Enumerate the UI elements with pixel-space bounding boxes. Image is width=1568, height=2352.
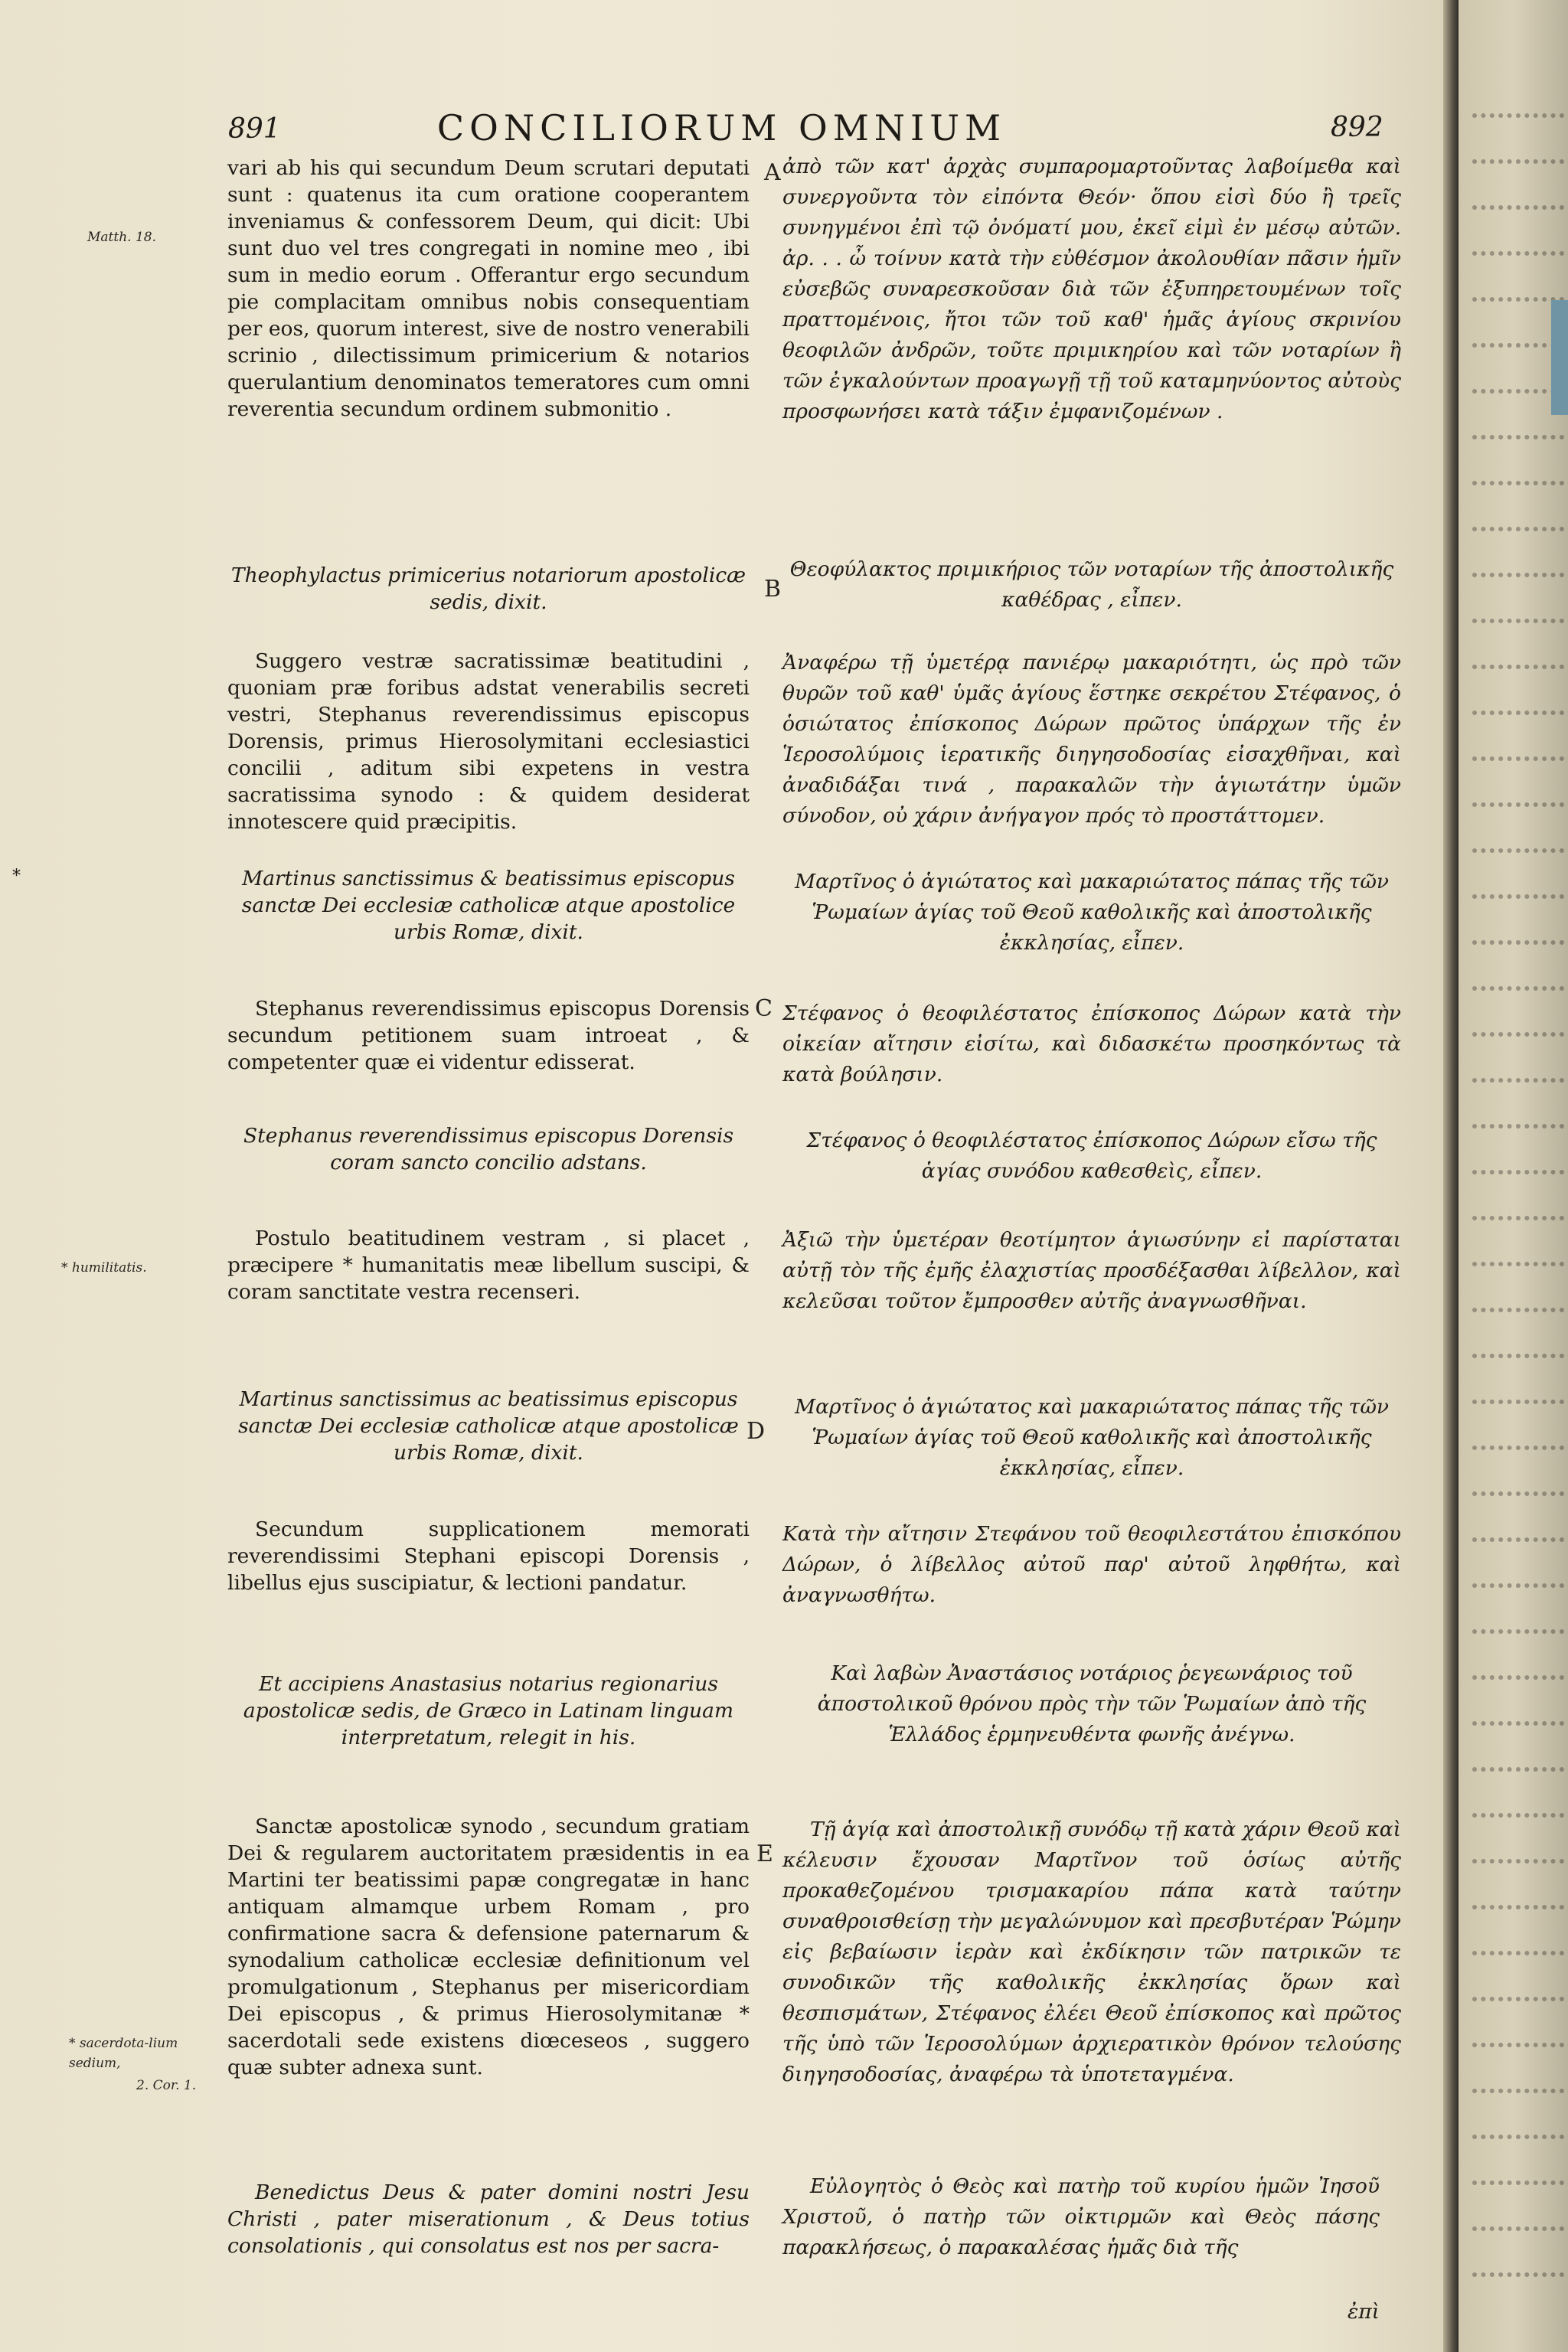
greek-paragraph: Τῇ ἁγίᾳ καὶ ἀποστολικῇ συνόδῳ τῇ κατὰ χάριν Θεοῦ καὶ κέλευσιν ἔχουσαν Μαρτῖνον τοῦ ὁσίως αὐτῆς προκαθεζομένου τρισμακαρίου πάπα κατὰ ταύτην συναθροισθείσῃ τὴν μεγαλώνυμον καὶ πρεσβυτέραν Ῥώμην εἰς βεβαίωσιν ἱερὰν καὶ ἐκδίκησιν τῶν πατρικῶν τε συνοδικῶν τῆς καθολικῆς ἐκκλησίας ὅρων καὶ θεσπισμάτων, Στέφανος ἐλέει Θεοῦ ἐπίσκοπος καὶ πρῶτος τῆς ὑπὸ τῶν Ἱεροσολύμων ἀρχιερατικὸν θρόνον τελούσης διηγησοδοσίας, ἀναφέρω τὰ ὑποτεταγμένα. [782, 1818, 1401, 2086]
latin-speaker-heading: Stephanus reverendissimus episcopus Dorensis coram sancto concilio adstans. [243, 1124, 734, 1174]
greek-paragraph: Εὐλογητὸς ὁ Θεὸς καὶ πατὴρ τοῦ κυρίου ἡμῶν Ἰησοῦ Χριστοῦ, ὁ πατὴρ τῶν οἰκτιρμῶν καὶ Θεὸς πάσης παρακλήσεως, ὁ παρακαλέσας ἡμᾶς διὰ τῆς [782, 2174, 1380, 2259]
section-letter-c: C [755, 995, 773, 1022]
section-letter-d: D [746, 1418, 766, 1445]
latin-paragraph: vari ab his qui secundum Deum scrutari deputati sunt : quatenus ita cum oratione cooperantem inveniamus & confessorem Deum, qui dicit: Ubi sunt duo vel tres congregati in nomine meo , ibi sum in medio eorum . Offerantur ergo secundum pie complacitam omnibus nobis consequentiam per eos, quorum interest, sive de nostro venerabili scrinio , dilectissimum primicerium & notarios querulantium denominatos temeratores cum omni reverentia secundum ordinem submonitio . [227, 156, 750, 421]
greek-speaker-heading: Θεοφύλακτος πριμικήριος τῶν νοταρίων τῆς ἀποστολικῆς καθέδρας , εἶπεν. [789, 557, 1394, 612]
latin-paragraph: Suggero vestræ sacratissimæ beatitudini , quoniam præ foribus adstat venerabilis secreti vestri, Stephanus reverendissimus episcopus Dorensis, primus Hierosolymitani ecclesiastici concilii , aditum sibi expetens in vestra sacratissima synodo : & quidem desiderat innotescere quid præcipitis. [227, 649, 750, 834]
margin-note-humilitatis: * humilitatis. [61, 1260, 147, 1276]
section-letter-b: B [764, 576, 782, 603]
greek-catchword: ἐπὶ [1347, 2300, 1380, 2324]
latin-paragraph: Sanctæ apostolicæ synodo , secundum gratiam Dei & regularem auctoritatem præsidentis in ea Martini ter beatissimi papæ congregatæ in hanc antiquam almamque urbem Romam , pro confirmatione sacra & defensione paternarum & synodalium catholicæ ecclesiæ definitionum vel promulgationum , Stephanus per misericordiam Dei episcopus , & primus Hierosolymitanæ * sacerdotali sede existens diœceseos , suggero quæ subter adnexa sunt. [227, 1815, 750, 2079]
greek-speaker-heading: Καὶ λαβὼν Ἀναστάσιος νοτάριος ῥεγεωνάριος τοῦ ἀποστολικοῦ θρόνου πρὸς τὴν τῶν Ῥωμαίων ἀπὸ τῆς Ἑλλάδος ἑρμηνευθέντα φωνῆς ἀνέγνω. [817, 1661, 1367, 1746]
margin-note-matth: Matth. 18. [87, 230, 156, 245]
greek-speaker-heading: Μαρτῖνος ὁ ἁγιώτατος καὶ μακαριώτατος πάπας τῆς τῶν Ῥωμαίων ἁγίας τοῦ Θεοῦ καθολικῆς καὶ ἀποστολικῆς ἐκκλησίας, εἶπεν. [794, 1395, 1390, 1480]
greek-speaker-heading: Στέφανος ὁ θεοφιλέστατος ἐπίσκοπος Δώρων εἴσω τῆς ἁγίας συνόδου καθεσθεὶς, εἶπεν. [806, 1129, 1377, 1183]
section-letter-a: A [764, 159, 781, 186]
latin-paragraph: Stephanus reverendissimus episcopus Dorensis secundum petitionem suam introeat , & competenter quæ ei videntur edisserat. [227, 997, 750, 1074]
greek-paragraph: Ἀναφέρω τῇ ὑμετέρᾳ πανιέρῳ μακαριότητι, ὡς πρὸ τῶν θυρῶν τοῦ καθ' ὑμᾶς ἁγίους ἕστηκε σεκρέτου Στέφανος, ὁ ὁσιώτατος ἐπίσκοπος Δώρων πρῶτος ὑπάρχων τῆς ἐν Ἱεροσολύμοις ἱερατικῆς διηγησοδοσίας εἰσαχθῆναι, καὶ ἀναδιδάξαι τινά , παρακαλῶν τὴν ἁγιωτάτην ὑμῶν σύνοδον, οὐ χάριν ἀνήγαγον πρός τὸ προστάττομεν. [782, 651, 1401, 828]
margin-star-mark: * [12, 867, 21, 886]
running-header [0, 107, 1443, 153]
page-number-left: 891 [228, 113, 281, 145]
book-gutter [1443, 0, 1459, 2352]
greek-paragraph: Ἀξιῶ τὴν ὑμετέραν θεοτίμητον ἁγιωσύνην εἰ παρίσταται αὐτῇ τὸν τῆς ἐμῆς ἐλαχιστίας προσδέξασθαι λίβελλον, καὶ κελεῦσαι τοῦτον ἔμπροσθεν αὐτῆς ἀναγνωσθῆναι. [782, 1228, 1401, 1313]
latin-speaker-heading: Martinus sanctissimus & beatissimus episcopus sanctæ Dei ecclesiæ catholicæ atque apostolice urbis Romæ, dixit. [241, 867, 736, 944]
greek-paragraph: Στέφανος ὁ θεοφιλέστατος ἐπίσκοπος Δώρων κατὰ τὴν οἰκείαν αἴτησιν εἰσίτω, καὶ διδασκέτω προσηκόντως τὰ κατὰ βούλησιν. [782, 1001, 1401, 1086]
page-tab-marker [1551, 300, 1568, 415]
margin-note-sacerdotalium: * sacerdota-lium sedium, [69, 2036, 178, 2071]
section-letter-e: E [756, 1841, 773, 1867]
latin-paragraph: Postulo beatitudinem vestram , si placet , præcipere * humanitatis meæ libellum suscipi, & coram sanctitate vestra recenseri. [227, 1227, 750, 1304]
latin-paragraph: Benedictus Deus & pater domini nostri Jesu Christi , pater miserationum , & Deus totius consolationis , qui consolatus est nos per sacra- [227, 2180, 750, 2258]
greek-paragraph: ἀπὸ τῶν κατ' ἀρχὰς συμπαρομαρτοῦντας λαβοίμεθα καὶ συνεργοῦντα τὸν εἰπόντα Θεόν· ὅπου εἰσὶ δύο ἢ τρεῖς συνηγμένοι ἐπὶ τῷ ὀνόματί μου, ἐκεῖ εἰμὶ ἐν μέσῳ αὐτῶν. ἀρ. . . ὦ τοίνυν κατὰ τὴν εὐθέσμον ἀκολουθίαν πᾶσιν ἡμῖν εὐσεβῶς συναρεσκοῦσαν διὰ τῶν ἐξυπηρετουμένων τοῖς πραττομένοις, ἤτοι τῶν τοῦ καθ' ἡμᾶς ἁγίους σκρινίου θεοφιλῶν ἀνδρῶν, τοῦτε πριμικηρίου καὶ τῶν νοταρίων ἢ τῶν ἐγκαλούντων προαγωγῇ τῇ τοῦ καταμηνύοντος αὐτοὺς προσφωνήσει κατὰ τάξιν ἐμφανιζομένων . [782, 155, 1401, 423]
page-number-right: 892 [1331, 112, 1383, 143]
greek-speaker-heading: Μαρτῖνος ὁ ἁγιώτατος καὶ μακαριώτατος πάπας τῆς τῶν Ῥωμαίων ἁγίας τοῦ Θεοῦ καθολικῆς καὶ ἀποστολικῆς ἐκκλησίας, εἶπεν. [794, 870, 1390, 955]
greek-paragraph: Κατὰ τὴν αἴτησιν Στεφάνου τοῦ θεοφιλεστάτου ἐπισκόπου Δώρων, ὁ λίβελλος αὐτοῦ παρ' αὐτοῦ ληφθήτω, καὶ ἀναγνωσθήτω. [782, 1522, 1401, 1607]
latin-speaker-heading: Theophylactus primicerius notariorum apostolicæ sedis, dixit. [230, 564, 746, 614]
margin-note-cor: 2. Cor. 1. [136, 2078, 197, 2093]
latin-speaker-heading: Et accipiens Anastasius notarius regionarius apostolicæ sedis, de Græco in Latinam linguam interpretatum, relegit in his. [243, 1672, 734, 1749]
running-title: CONCILIORUM OMNIUM [436, 107, 1007, 149]
latin-paragraph: Secundum supplicationem memorati reverendissimi Stephani episcopi Dorensis , libellus ejus suscipiatur, & lectioni pandatur. [227, 1517, 750, 1595]
latin-speaker-heading: Martinus sanctissimus ac beatissimus episcopus sanctæ Dei ecclesiæ catholicæ atque apostolicæ urbis Romæ, dixit. [238, 1387, 739, 1465]
